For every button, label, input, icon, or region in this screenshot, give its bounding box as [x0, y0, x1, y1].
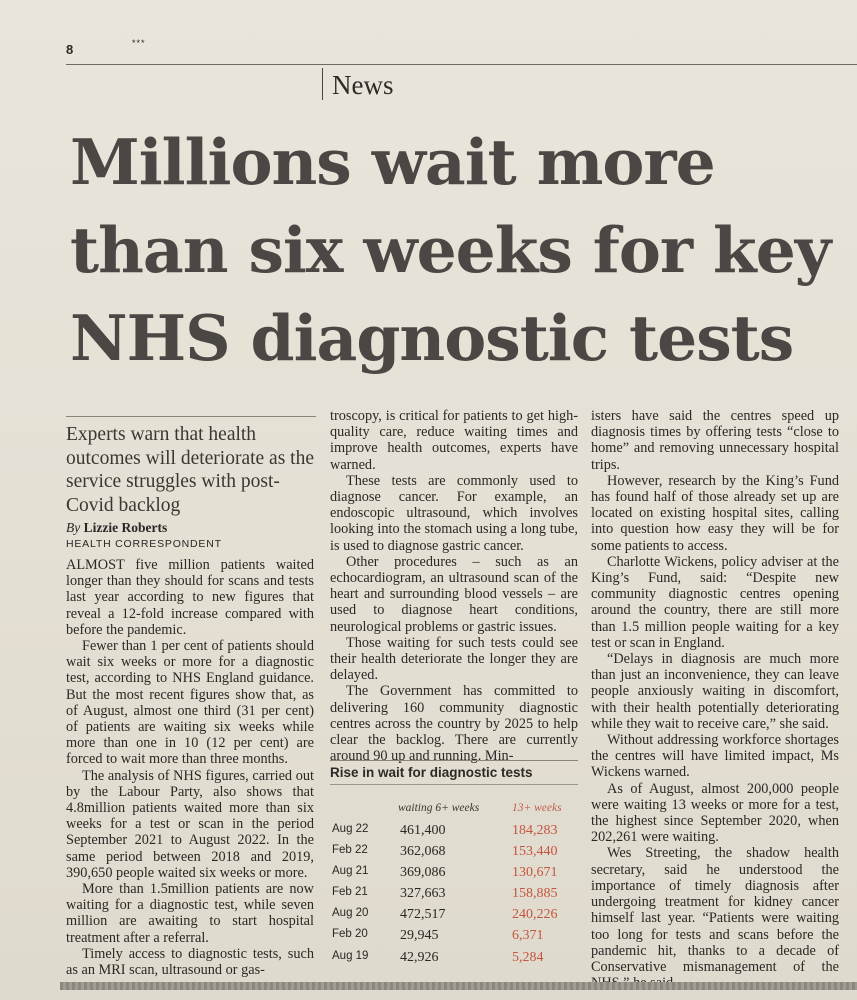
byline-by: By: [66, 520, 81, 535]
row-label: Aug 21: [332, 865, 369, 877]
table-row: [330, 950, 578, 970]
row-label: Feb 21: [332, 886, 368, 898]
row-label: Aug 20: [332, 907, 369, 919]
table-row: [330, 907, 578, 927]
table-header-six-weeks: waiting 6+ weeks: [398, 802, 480, 814]
six-week-value: 327,663: [400, 886, 446, 901]
thirteen-week-value: 5,284: [512, 950, 544, 965]
paragraph: More than 1.5million patients are now waiting for a diagnostic test, while seven million are awaiting to start hospital treatment after a referral.: [66, 881, 314, 946]
row-label: Feb 20: [332, 928, 368, 940]
page-number: 8: [66, 42, 74, 57]
headline: Millions wait more than six weeks for key NHS diagnostic tests: [70, 125, 831, 375]
paragraph: The Government has committed to delivering 160 community diagnostic centres across the country by 2025 to help clear the backlog. There are currently around 90 up and running. Min-: [330, 683, 578, 765]
row-label: Feb 22: [332, 844, 368, 856]
six-week-value: 461,400: [400, 823, 446, 838]
table-row: [330, 844, 578, 864]
article-column-3: [591, 408, 839, 991]
thirteen-week-value: 130,671: [512, 865, 558, 880]
paragraph: ALMOST five million patients waited longer than they should for scans and tests last year according to new figures that reveal a 12-fold increase compared with before the pandemic.: [66, 557, 314, 638]
thirteen-week-value: 153,440: [512, 844, 558, 859]
paragraph: The analysis of NHS figures, carried out by the Labour Party, also shows that 4.8million patients waited more than six weeks for a test or scan in the period September 2021 to August 2022. In the same period between 2018 and 2019, 390,650 people waited six weeks or more.: [66, 767, 314, 881]
thirteen-week-value: 240,226: [512, 907, 558, 922]
six-week-value: 42,926: [400, 950, 439, 965]
article-column-2: [330, 408, 578, 764]
thirteen-week-value: 6,371: [512, 928, 544, 943]
page-bottom-band: [60, 982, 857, 990]
paragraph: Without addressing workforce shortages the centres will have limited impact, Ms Wickens warned.: [591, 732, 839, 781]
table-row: [330, 928, 578, 948]
byline: [66, 520, 316, 536]
paragraph: “Delays in diagnosis are much more than just an inconvenience, they can leave people anxiously waiting in discomfort, with their health potentially deteriorating while they wait to receive care,” she said.: [591, 651, 839, 732]
section-divider: [322, 68, 323, 100]
paragraph: troscopy, is critical for patients to get high-quality care, reduce waiting times and improve health outcomes, experts have warned.: [330, 408, 578, 473]
paragraph: These tests are commonly used to diagnose cancer. For example, an endoscopic ultrasound, which involves looking into the stomach using a long tube, is used to diagnose gastric cancer.: [330, 472, 578, 554]
paragraph: However, research by the King’s Fund has found half of those already set up are located on existing hospital sites, calling into question how easy they will be for some patients to access.: [591, 472, 839, 554]
section-label: News: [332, 70, 394, 100]
row-label: Aug 19: [332, 950, 369, 962]
edition-marker: ***: [132, 38, 146, 48]
top-rule: [66, 64, 857, 65]
table-header-thirteen-weeks: 13+ weeks: [512, 802, 562, 814]
six-week-value: 472,517: [400, 907, 446, 922]
table-row: [330, 823, 578, 843]
paragraph: Timely access to diagnostic tests, such as an MRI scan, ultrasound or gas-: [66, 945, 314, 979]
author-role: HEALTH CORRESPONDENT: [66, 538, 222, 550]
six-week-value: 369,086: [400, 865, 446, 880]
table-rule: [330, 784, 578, 785]
row-label: Aug 22: [332, 823, 369, 835]
table-row: [330, 886, 578, 906]
author-name: Lizzie Roberts: [83, 520, 168, 535]
paragraph: As of August, almost 200,000 people were waiting 13 weeks or more for a test, the highest since September 2020, when 202,261 were waiting.: [591, 780, 839, 846]
paragraph: Other procedures – such as an echocardiogram, an ultrasound scan of the heart and surrounding blood vessels – are used to diagnose heart conditions, neurological problems or gastric issues.: [330, 553, 578, 635]
table-row: [330, 865, 578, 885]
article-column-1: [66, 557, 314, 978]
thirteen-week-value: 184,283: [512, 823, 558, 838]
thirteen-week-value: 158,885: [512, 886, 558, 901]
table-title: Rise in wait for diagnostic tests: [330, 760, 578, 780]
paragraph: Wes Streeting, the shadow health secretary, said he understood the importance of timely diagnosis after undergoing treatment for kidney cancer himself last year. “Patients were waiting too long for tests and scans before the pandemic hit, thanks to a decade of Conservative mismanagement of the: [591, 845, 839, 975]
paragraph: Fewer than 1 per cent of patients should wait six weeks or more for a diagnostic test, according to NHS England guidance. But the most recent figures show that, as of August, almost one third (31 per cent) of patients are waiting six weeks while more than one in 10 (12 per cent) are forced to wait more than three months.: [66, 638, 314, 768]
paragraph: isters have said the centres speed up diagnosis times by offering tests “close to home” and removing unnecessary hospital trips.: [591, 408, 839, 473]
paragraph: Those waiting for such tests could see their health deteriorate the longer they are delayed.: [330, 634, 578, 684]
six-week-value: 362,068: [400, 844, 446, 859]
paragraph: Charlotte Wickens, policy adviser at the King’s Fund, said: “Despite new community diagnostic centres opening around the country, there are still more than 1.5 million people waiting for a key test or scan in England.: [591, 553, 839, 651]
standfirst: Experts warn that health outcomes will deteriorate as the service struggles with post-Covid backlog: [66, 416, 316, 517]
six-week-value: 29,945: [400, 928, 439, 943]
